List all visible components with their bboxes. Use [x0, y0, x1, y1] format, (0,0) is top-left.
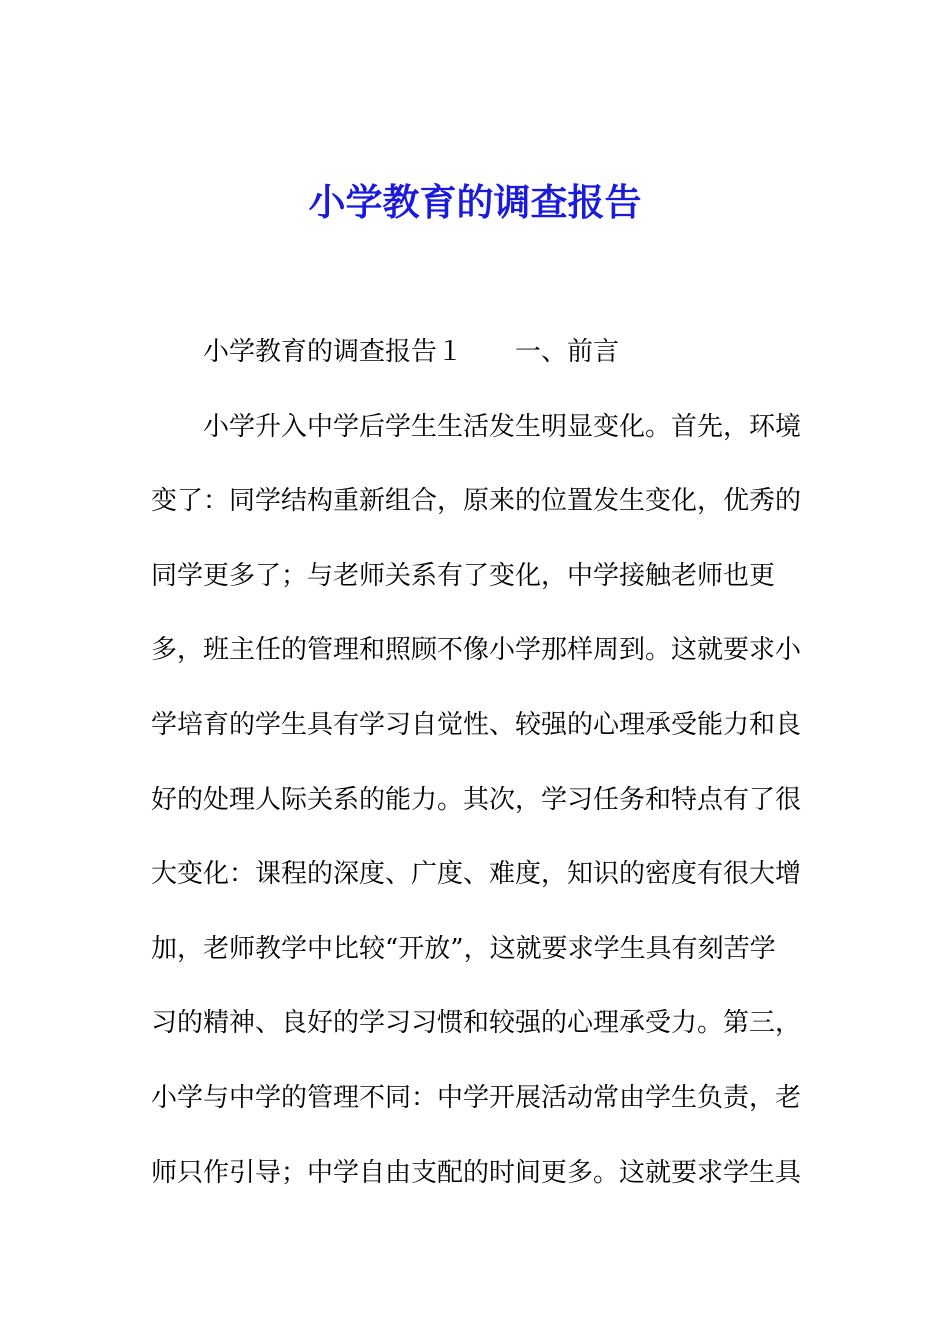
section-heading-line [151, 334, 801, 409]
paragraph-line: 多，班主任的管理和照顾不像小学那样周到。这就要求小 [151, 635, 802, 666]
paragraph-line: 师只作引导；中学自由支配的时间更多。这就要求学生具 [151, 1157, 802, 1188]
paragraph-line: 小学升入中学后学生生活发生明显变化。首先，环境 [203, 411, 802, 442]
paragraph-line: 学培育的学生具有学习自觉性、较强的心理承受能力和良 [151, 709, 802, 740]
paragraph-line: 变了：同学结构重新组合，原来的位置发生变化，优秀的 [151, 486, 802, 517]
section-heading: 一、前言 [515, 337, 620, 367]
document-title: 小学教育的调查报告 [308, 180, 642, 224]
paragraph-line: 小学与中学的管理不同：中学开展活动常由学生负责，老 [151, 1082, 802, 1113]
paragraph-line: 好的处理人际关系的能力。其次，学习任务和特点有了很 [151, 784, 802, 815]
document-body [151, 334, 801, 1229]
paragraph-line: 同学更多了；与老师关系有了变化，中学接触老师也更 [151, 560, 776, 591]
section-label: 小学教育的调查报告１ [203, 337, 464, 367]
paragraph-line: 大变化：课程的深度、广度、难度，知识的密度有很大增 [151, 859, 802, 890]
paragraph-line: 习的精神、良好的学习习惯和较强的心理承受力。第三， [151, 1008, 802, 1039]
paragraph-line: 加，老师教学中比较“开放”，这就要求学生具有刻苦学 [151, 933, 776, 964]
